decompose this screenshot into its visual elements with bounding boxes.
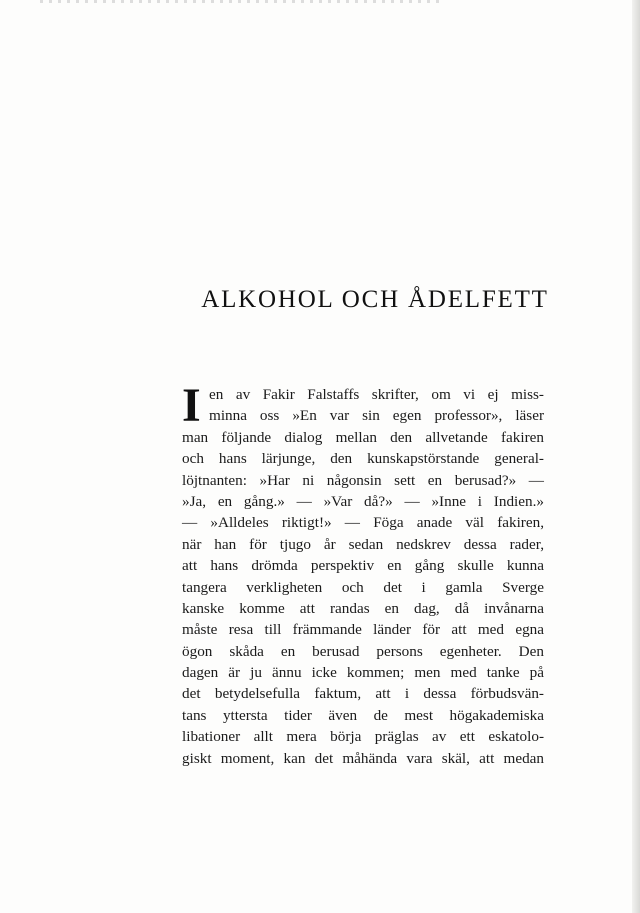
text-line: löjtnanten: »Har ni någonsin sett en berusad?» — (182, 471, 544, 489)
text-line: kanske komme att randas en dag, då invånarna (182, 599, 544, 617)
text-line: giskt moment, kan det måhända vara skäl, att medan (182, 749, 544, 767)
text-line: när han för tjugo år sedan nedskrev dessa rader, (182, 535, 544, 553)
page-right-edge (632, 0, 640, 913)
chapter-title: ALKOHOL OCH ÅDELFETT (201, 286, 549, 313)
body-paragraph (182, 379, 544, 769)
text-line: tans yttersta tider även de mest högakademiska (182, 706, 544, 724)
text-line: ögon skåda en berusad persons egenheter. Den (182, 642, 544, 660)
text-line: — »Alldeles riktigt!» — Föga anade väl fakiren, (182, 514, 544, 532)
text-line: man följande dialog mellan den allvetande fakiren (182, 428, 544, 446)
text-line: minna oss »En var sin egen professor», läser (209, 407, 544, 425)
text-line: det betydelsefulla faktum, att i dessa förbudsvän- (182, 685, 544, 703)
text-line: dagen är ju ännu icke kommen; men med tanke på (182, 664, 544, 682)
text-line: måste resa till främmande länder för att med egna (182, 621, 544, 639)
text-line: en av Fakir Falstaffs skrifter, om vi ej miss- (209, 386, 544, 403)
drop-cap: I (182, 379, 201, 432)
text-line: »Ja, en gång.» — »Var då?» — »Inne i Indien.» (182, 492, 544, 510)
text-line: att hans drömda perspektiv en gång skulle kunna (182, 557, 544, 575)
text-line: libationer allt mera börja präglas av ett eskatolo- (182, 728, 544, 746)
page-top-edge (40, 0, 440, 3)
text-line: tangera verkligheten och det i gamla Sverge (182, 578, 544, 596)
text-line: och hans lärjunge, den kunskapstörstande general- (182, 450, 544, 468)
